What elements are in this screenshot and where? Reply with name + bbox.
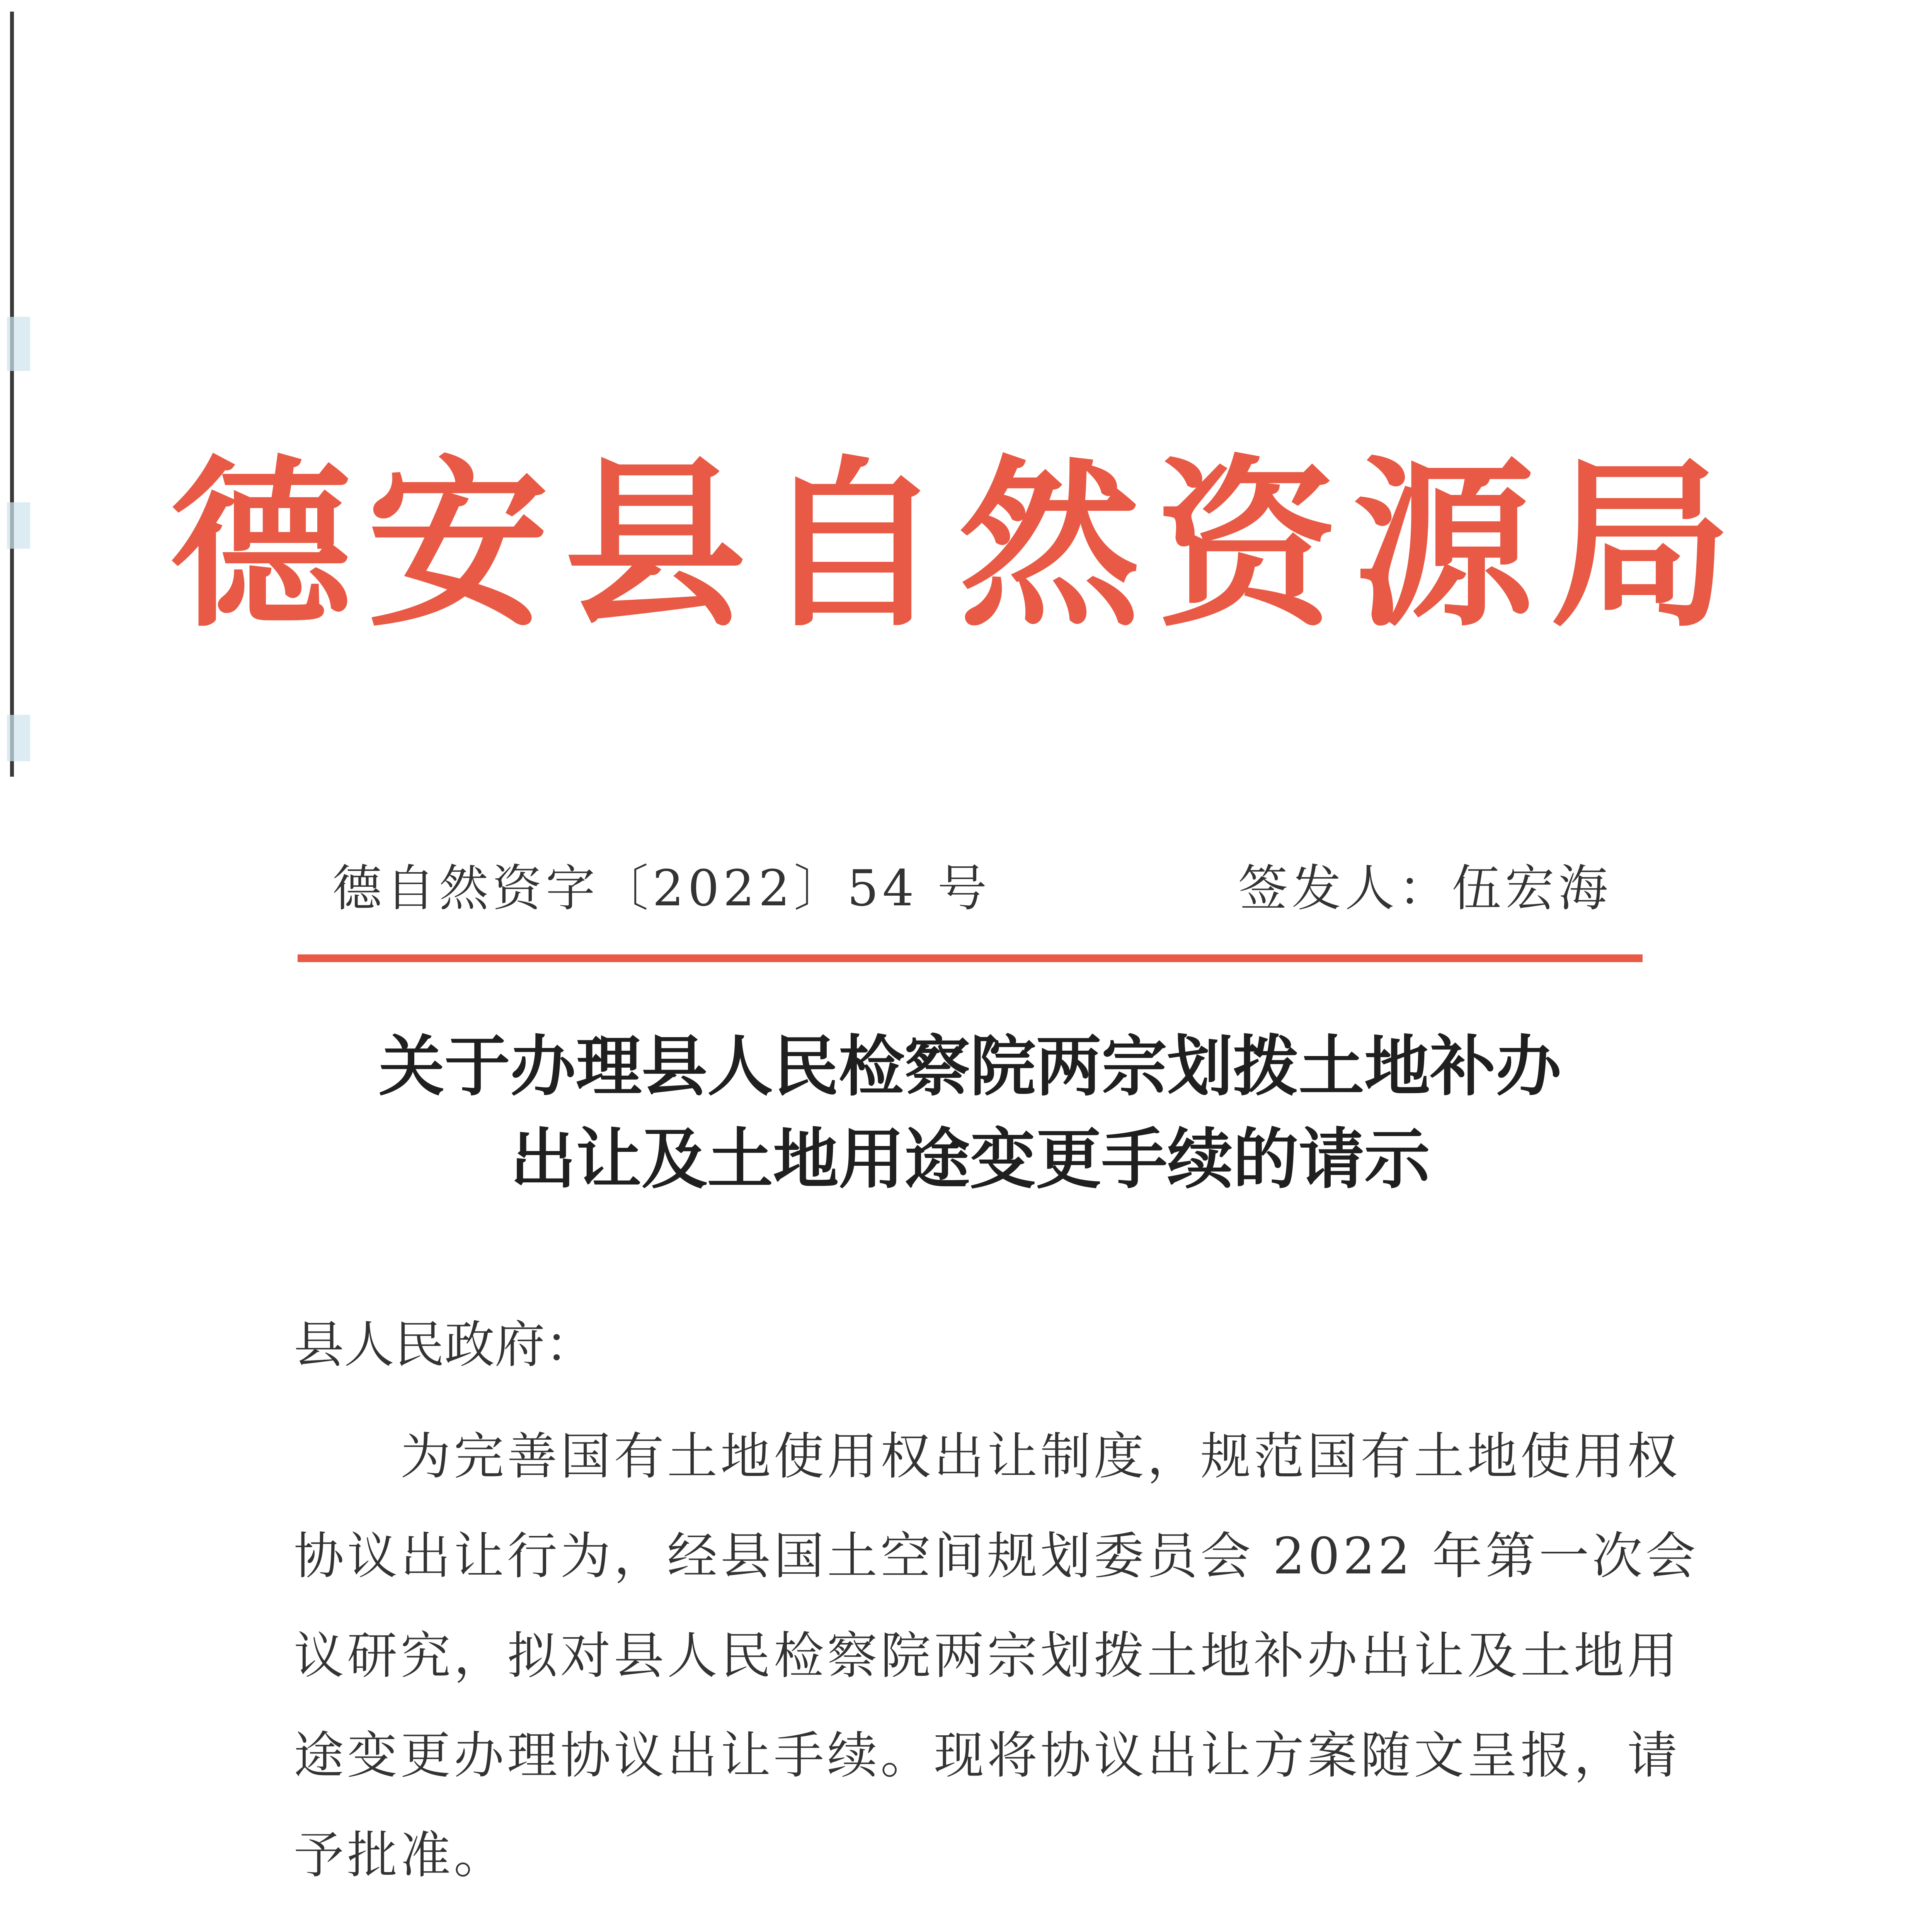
- body-paragraph: [294, 1406, 1699, 1905]
- body-line: 议研究，拟对县人民检察院两宗划拨土地补办出让及土地用: [294, 1626, 1681, 1685]
- body-line: 为完善国有土地使用权出让制度，规范国有土地使用权: [294, 1427, 1681, 1486]
- signer: 签发人：伍宏海: [1238, 860, 1612, 917]
- document-title: [294, 1020, 1646, 1206]
- body-line: 予批准。: [294, 1826, 507, 1884]
- document-title-line: 出让及土地用途变更手续的请示: [510, 1121, 1430, 1198]
- salutation: 县人民政府：: [294, 1315, 596, 1374]
- organization-header: 德安县自然资源局: [170, 438, 1747, 651]
- document-title-line: 关于办理县人民检察院两宗划拨土地补办: [378, 1028, 1561, 1105]
- body-line: 协议出让行为，经县国土空间规划委员会 2022 年第一次会: [294, 1527, 1699, 1585]
- body-line: 途变更办理协议出让手续。现将协议出让方案随文呈报，请: [294, 1726, 1681, 1785]
- red-divider-rule: [298, 954, 1643, 962]
- document-number: 德自然资字〔2022〕54 号: [332, 860, 991, 917]
- scan-edge-artifact: [0, 0, 35, 792]
